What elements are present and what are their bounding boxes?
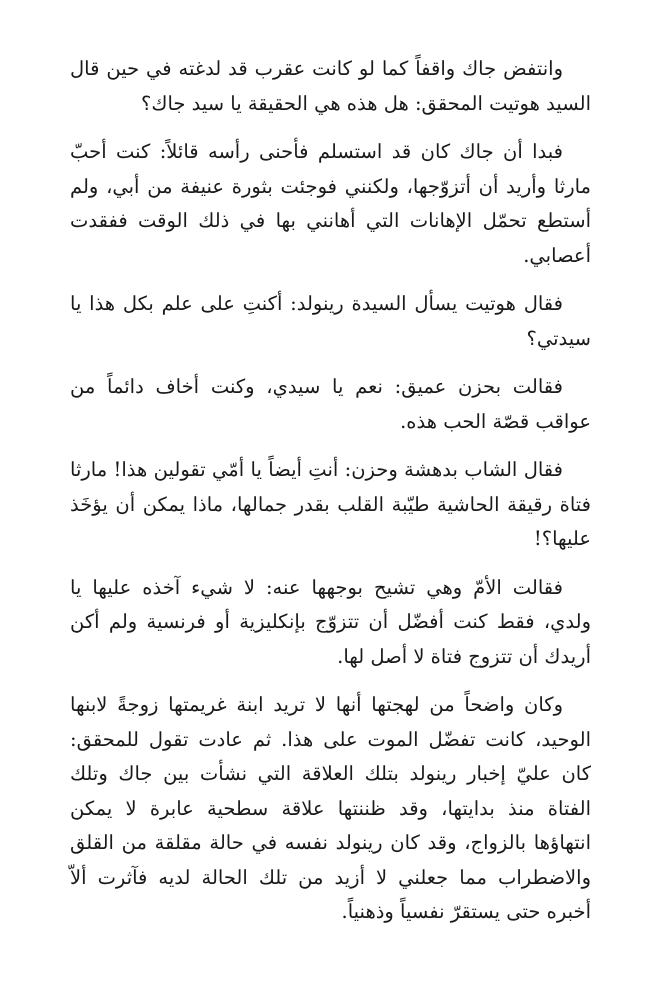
- paragraph-7: وكان واضحاً من لهجتها أنها لا تريد ابنة غريمتها زوجةً لابنها الوحيد، كانت تفضّل الموت على هذا. ثم عادت تقول للمحقق: كان عليّ إخبار رينولد بتلك العلاقة التي نشأت بين جاك وتلك الفتاة منذ بدايتها، وقد ظننتها علاقة سطحية عابرة لا يمكن انتهاؤها بالزواج، وقد كان رينولد نفسه في حالة مقلقة من القلق والاضطراب مما جعلني لا أزيد من تلك الحالة لديه فآثرت ألاّ أخبره حتى يستقرّ نفسياً وذهنياً.: [70, 693, 591, 923]
- page-text: [70, 52, 591, 930]
- paragraph-5: فقال الشاب بدهشة وحزن: أنتِ أيضاً يا أمّي تقولين هذا! مارثا فتاة رقيقة الحاشية طيّبة القلب بقدر جمالها، ماذا يمكن أن يؤخَذ عليها؟!: [70, 458, 591, 550]
- paragraph-6: فقالت الأمّ وهي تشيح بوجهها عنه: لا شيء آخذه عليها يا ولدي، فقط كنت أفضّل أن تتزوّج بإنكليزية أو فرنسية ولم أكن أريدك أن تتزوج فتاة لا أصل لها.: [70, 575, 591, 668]
- paragraph-4: فقالت بحزن عميق: نعم يا سيدي، وكنت أخاف دائماً من عواقب قصّة الحب هذه.: [70, 375, 591, 433]
- paragraph-1: وانتفض جاك واقفاً كما لو كانت عقرب قد لدغته في حين قال السيد هوتيت المحقق: هل هذه هي الحقيقة يا سيد جاك؟: [70, 57, 591, 115]
- paragraph-3: فقال هوتيت يسأل السيدة رينولد: أكنتِ على علم بكل هذا يا سيدتي؟: [70, 292, 591, 350]
- paragraph-2: فبدا أن جاك كان قد استسلم فأحنى رأسه قائلاً: كنت أحبّ مارثا وأريد أن أتزوّجها، ولكنني فوجئت بثورة عنيفة من أبي، ولم أستطع تحمّل الإهانات التي أهانني بها في ذلك الوقت ففقدت أعصابي.: [70, 140, 591, 267]
